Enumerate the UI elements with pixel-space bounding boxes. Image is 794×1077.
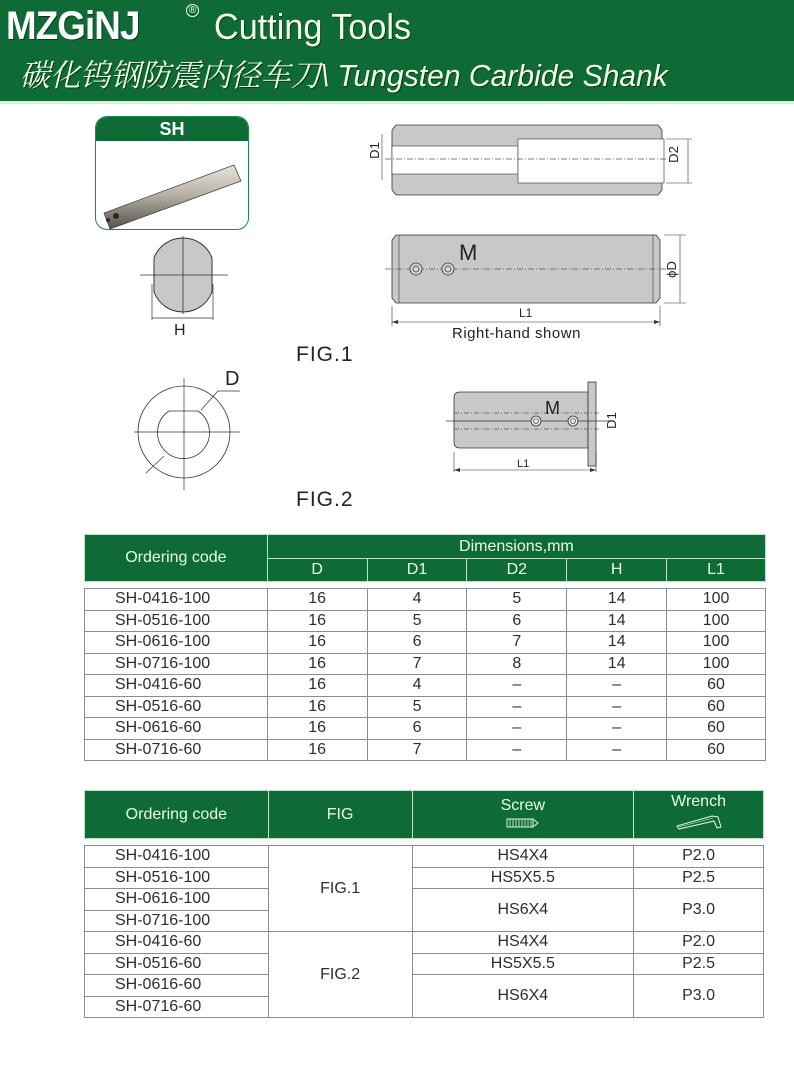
ordering-code: SH-0716-100	[85, 910, 269, 932]
cell-d: 16	[267, 653, 367, 675]
ordering-code: SH-0716-100	[85, 653, 268, 675]
header-ordering-code: Ordering code	[85, 535, 268, 582]
section-view-h	[140, 236, 230, 326]
cell-l1: 100	[667, 632, 766, 654]
cell-d2: 8	[467, 653, 567, 675]
screw-cell: HS5X5.5	[412, 953, 634, 975]
ordering-code: SH-0616-60	[85, 718, 268, 740]
ordering-code: SH-0516-100	[85, 610, 268, 632]
wrench-cell: P2.5	[634, 867, 764, 889]
cell-d1: 5	[367, 696, 467, 718]
header-d: D	[267, 559, 367, 582]
accessories-table	[84, 790, 764, 1018]
fig1-bore-section	[370, 120, 700, 200]
table-row	[85, 610, 766, 632]
ordering-code: SH-0516-100	[85, 867, 269, 889]
d-label-fig2: D	[225, 368, 240, 390]
table-row	[85, 718, 766, 740]
cell-d: 16	[267, 632, 367, 654]
table-row	[85, 867, 764, 889]
ordering-code: SH-0416-100	[85, 589, 268, 611]
cell-h: –	[567, 696, 667, 718]
ordering-code: SH-0516-60	[85, 953, 269, 975]
header-h: H	[567, 559, 667, 582]
table-row	[85, 739, 766, 761]
d1-label: D1	[366, 142, 382, 159]
cell-d1: 4	[367, 589, 467, 611]
header-fig: FIG	[268, 791, 412, 839]
d1-label-fig2: D1	[603, 412, 619, 429]
cell-d1: 5	[367, 610, 467, 632]
wrench-header-label: Wrench	[671, 793, 726, 810]
product-photo-card	[95, 116, 249, 230]
table-row	[85, 589, 766, 611]
cell-d2: –	[467, 739, 567, 761]
wrench-cell: P3.0	[634, 975, 764, 1018]
wrench-cell: P2.0	[634, 932, 764, 954]
cell-d2: –	[467, 675, 567, 697]
shank-photo	[96, 141, 248, 229]
screw-cell: HS4X4	[412, 846, 634, 868]
header-d1: D1	[367, 559, 467, 582]
m-screw-label-fig2: M	[545, 398, 560, 418]
cell-l1: 100	[667, 653, 766, 675]
cell-d1: 6	[367, 718, 467, 740]
table-row	[85, 675, 766, 697]
right-hand-caption: Right-hand shown	[452, 325, 581, 342]
brand-logo: MZGiNJ	[6, 4, 140, 48]
hex-wrench-icon	[674, 812, 724, 830]
cell-h: 14	[567, 653, 667, 675]
header-l1: L1	[667, 559, 766, 582]
l1-label-fig1: L1	[519, 306, 533, 320]
fig2-end-view	[134, 370, 264, 495]
header-title: Cutting Tools	[214, 6, 412, 47]
fig2-label: FIG.2	[296, 488, 354, 511]
ordering-code: SH-0416-60	[85, 932, 269, 954]
header-wrench	[634, 791, 764, 839]
cell-d: 16	[267, 739, 367, 761]
cell-l1: 60	[667, 739, 766, 761]
cell-d: 16	[267, 675, 367, 697]
fig-cell: FIG.1	[268, 846, 412, 932]
ordering-code: SH-0516-60	[85, 696, 268, 718]
cell-d1: 6	[367, 632, 467, 654]
cell-d: 16	[267, 610, 367, 632]
m-screw-label: M	[459, 240, 478, 265]
cell-d2: –	[467, 718, 567, 740]
ordering-code: SH-0416-100	[85, 846, 269, 868]
table-row	[85, 889, 764, 911]
cell-d: 16	[267, 696, 367, 718]
screw-cell: HS6X4	[412, 889, 634, 932]
registered-mark: ®	[186, 4, 199, 17]
wrench-cell: P3.0	[634, 889, 764, 932]
cell-d2: 6	[467, 610, 567, 632]
cell-d: 16	[267, 718, 367, 740]
cell-d: 16	[267, 589, 367, 611]
table-row	[85, 653, 766, 675]
ordering-code: SH-0616-60	[85, 975, 269, 997]
cell-d2: 5	[467, 589, 567, 611]
ordering-code: SH-0616-100	[85, 632, 268, 654]
fig2-side-view	[440, 378, 630, 478]
table-row	[85, 953, 764, 975]
screw-icon	[505, 817, 541, 829]
header-dimensions: Dimensions,mm	[267, 535, 765, 559]
screw-header-label: Screw	[500, 796, 546, 814]
screw-cell: HS4X4	[412, 932, 634, 954]
fig-cell: FIG.2	[268, 932, 412, 1018]
cell-d1: 4	[367, 675, 467, 697]
header-d2: D2	[467, 559, 567, 582]
cell-l1: 60	[667, 675, 766, 697]
cell-h: –	[567, 739, 667, 761]
ordering-code: SH-0716-60	[85, 739, 268, 761]
cell-l1: 100	[667, 589, 766, 611]
header-subtitle: 碳化钨钢防震内径车刀\ Tungsten Carbide Shank	[20, 58, 668, 93]
cell-h: 14	[567, 589, 667, 611]
ordering-code: SH-0416-60	[85, 675, 268, 697]
cell-l1: 60	[667, 696, 766, 718]
d2-label: D2	[665, 146, 681, 163]
table-row	[85, 632, 766, 654]
cell-h: –	[567, 675, 667, 697]
table-row	[85, 932, 764, 954]
header-screw	[412, 791, 634, 839]
fig1-side-view	[380, 230, 700, 330]
l1-label-fig2: L1	[517, 458, 530, 470]
wrench-cell: P2.5	[634, 953, 764, 975]
cell-l1: 60	[667, 718, 766, 740]
product-tag: SH	[96, 117, 248, 141]
table-row	[85, 846, 764, 868]
phi-d-label: ϕD	[663, 261, 679, 278]
ordering-code: SH-0716-60	[85, 996, 269, 1018]
table-row	[85, 696, 766, 718]
table-row	[85, 975, 764, 997]
header-ordering-code: Ordering code	[85, 791, 269, 839]
cell-h: 14	[567, 632, 667, 654]
fig1-label: FIG.1	[296, 343, 354, 366]
cell-l1: 100	[667, 610, 766, 632]
dimensions-table	[84, 534, 766, 761]
wrench-cell: P2.0	[634, 846, 764, 868]
cell-h: –	[567, 718, 667, 740]
ordering-code: SH-0616-100	[85, 889, 269, 911]
cell-d2: –	[467, 696, 567, 718]
screw-cell: HS6X4	[412, 975, 634, 1018]
screw-cell: HS5X5.5	[412, 867, 634, 889]
cell-d1: 7	[367, 739, 467, 761]
page-header	[0, 0, 794, 104]
cell-h: 14	[567, 610, 667, 632]
h-dimension-label: H	[174, 322, 186, 339]
cell-d2: 7	[467, 632, 567, 654]
cell-d1: 7	[367, 653, 467, 675]
